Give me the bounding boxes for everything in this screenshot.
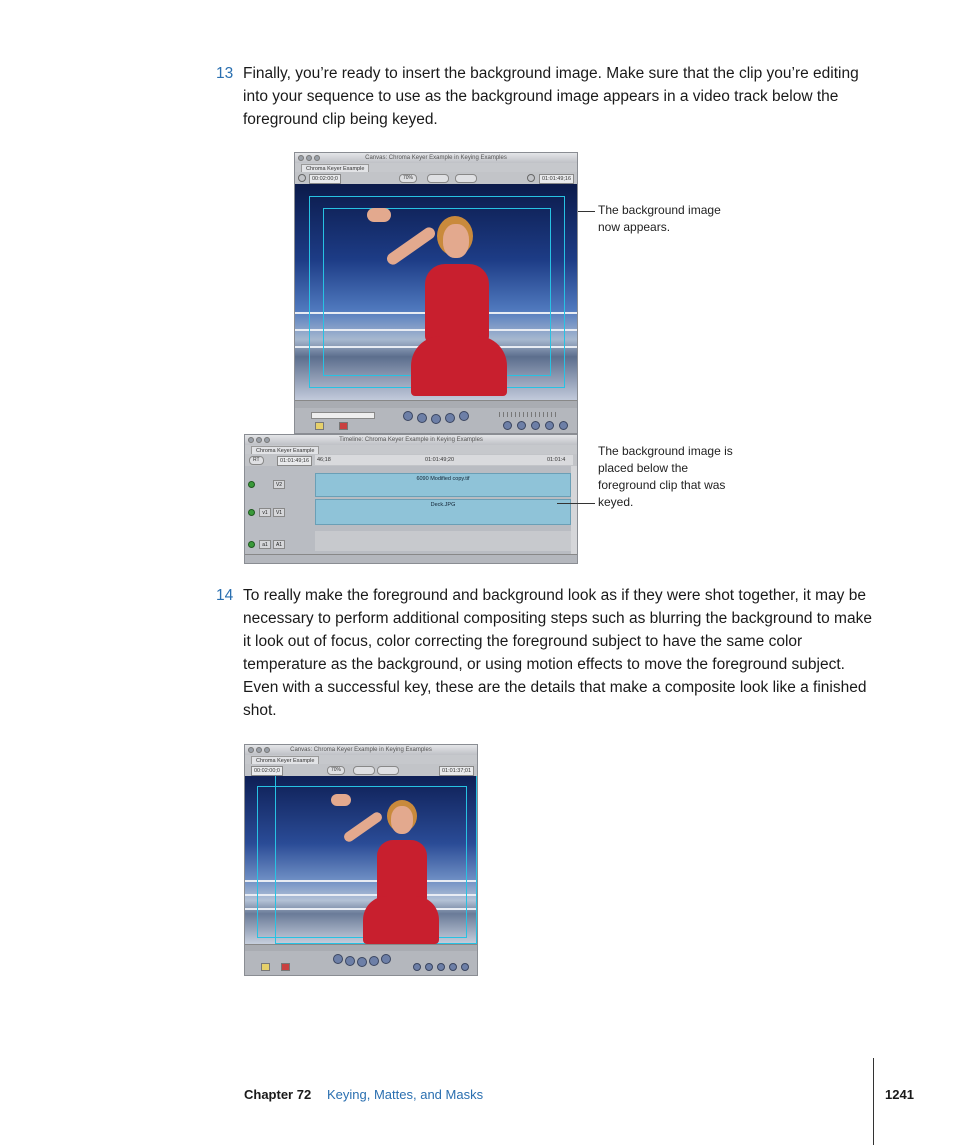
current-timecode[interactable]: 01:01:37;01: [439, 766, 474, 776]
source-track-v1[interactable]: v1: [259, 508, 271, 517]
window-titlebar: [295, 153, 577, 163]
minimize-icon[interactable]: [256, 747, 262, 753]
page-number: 1241: [885, 1087, 914, 1102]
previous-edit-button[interactable]: [345, 956, 355, 966]
close-icon[interactable]: [248, 747, 254, 753]
zoom-icon[interactable]: [314, 155, 320, 161]
zoom-icon[interactable]: [264, 437, 270, 443]
insert-button[interactable]: [261, 963, 270, 971]
previous-edit-button[interactable]: [417, 413, 427, 423]
vertical-scrollbar[interactable]: [571, 466, 577, 554]
tab-sequence[interactable]: Chroma Keyer Example: [301, 164, 369, 173]
callout-background-appears: The background image now appears.: [598, 203, 721, 234]
clip-name: Deck.JPG: [430, 502, 456, 508]
zoom-popup[interactable]: 70%: [327, 766, 345, 775]
duration-timecode[interactable]: 00:02:00;0: [251, 766, 283, 776]
duration-timecode[interactable]: 00:02:00;0: [309, 174, 341, 184]
window-titlebar: [245, 745, 477, 755]
ruler-label: 01:01:49;20: [425, 457, 455, 463]
add-marker-button[interactable]: [449, 963, 457, 971]
rt-popup[interactable]: RT: [249, 456, 264, 465]
overlay-popup[interactable]: [455, 174, 477, 183]
match-frame-button[interactable]: [461, 963, 469, 971]
insert-button[interactable]: [315, 422, 324, 430]
mark-in-button[interactable]: [413, 963, 421, 971]
play-in-out-button[interactable]: [333, 954, 343, 964]
footer-chapter-title: Keying, Mattes, and Masks: [327, 1087, 484, 1102]
play-button[interactable]: [431, 414, 441, 424]
next-edit-button[interactable]: [369, 956, 379, 966]
callout-leader: [557, 503, 595, 504]
window-title: Timeline: Chroma Keyer Example in Keying Examples: [339, 437, 483, 443]
callout-leader: [578, 211, 595, 212]
window-titlebar: [245, 435, 577, 445]
play-in-out-button[interactable]: [403, 411, 413, 421]
window-title: Canvas: Chroma Keyer Example in Keying Examples: [290, 747, 432, 753]
mark-out-button[interactable]: [425, 963, 433, 971]
current-timecode[interactable]: 01:01:49;16: [539, 174, 574, 184]
transport-controls: [295, 408, 577, 433]
mark-out-button[interactable]: [517, 421, 526, 430]
play-around-button[interactable]: [381, 954, 391, 964]
gear-icon[interactable]: [527, 174, 535, 182]
footer-chapter: Chapter 72: [244, 1087, 312, 1102]
canvas-window: [294, 152, 578, 434]
step-text: To really make the foreground and background look as if they were shot together, it may be necessary to perform additional compositing steps such as blurring the background to make it look out of focus, color correcting the foreground subject to have the same color temperature as the background, or using motion effects to move the foreground subject. Even with a successful key, these are the details that make a composite look like a finished shot.: [243, 587, 872, 719]
mark-in-button[interactable]: [503, 421, 512, 430]
shuttle-control[interactable]: [311, 412, 375, 419]
timeline-ruler[interactable]: [315, 455, 573, 465]
track-audio-toggle[interactable]: [248, 541, 255, 548]
minimize-icon[interactable]: [306, 155, 312, 161]
clip-name: 6090 Modified copy.tif: [416, 476, 470, 482]
tab-sequence[interactable]: Chroma Keyer Example: [251, 446, 319, 455]
play-button[interactable]: [357, 957, 367, 967]
zoom-icon[interactable]: [264, 747, 270, 753]
source-track-a1[interactable]: a1: [259, 540, 271, 549]
timeline-bottom-bar[interactable]: [245, 554, 577, 564]
step-number: 14: [216, 587, 234, 604]
close-icon[interactable]: [298, 155, 304, 161]
add-keyframe-button[interactable]: [531, 421, 540, 430]
next-edit-button[interactable]: [445, 413, 455, 423]
overwrite-button[interactable]: [339, 422, 348, 430]
timeline-window: [244, 434, 578, 564]
footer-divider: [873, 1058, 874, 1145]
callout-background-placed: The background image is placed below the foreground clip that was keyed.: [598, 444, 733, 509]
play-around-button[interactable]: [459, 411, 469, 421]
view-popup[interactable]: [353, 766, 375, 775]
canvas-video[interactable]: [245, 776, 477, 944]
jog-control[interactable]: [499, 412, 557, 417]
clip-foreground[interactable]: [315, 473, 571, 497]
track-label-v2[interactable]: V2: [273, 480, 285, 489]
canvas-video[interactable]: [295, 184, 577, 400]
audio-track-area[interactable]: [315, 531, 571, 551]
timeline-timecode[interactable]: 01:01:49;16: [277, 456, 312, 466]
jog-icon[interactable]: [298, 174, 306, 182]
zoom-popup[interactable]: 70%: [399, 174, 417, 183]
track-label-a1[interactable]: A1: [273, 540, 285, 549]
ruler-label: 01:01:4: [547, 457, 566, 463]
overwrite-button[interactable]: [281, 963, 290, 971]
tab-sequence[interactable]: Chroma Keyer Example: [251, 756, 319, 765]
track-visibility-toggle[interactable]: [248, 481, 255, 488]
track-visibility-toggle[interactable]: [248, 509, 255, 516]
close-icon[interactable]: [248, 437, 254, 443]
canvas-window-final: [244, 744, 478, 976]
match-frame-button[interactable]: [559, 421, 568, 430]
keyed-subject: [355, 196, 515, 396]
step-number: 13: [216, 65, 234, 82]
track-label-v1[interactable]: V1: [273, 508, 285, 517]
window-title: Canvas: Chroma Keyer Example in Keying Examples: [365, 155, 507, 161]
ruler-label: 46;18: [317, 457, 331, 463]
overlay-popup[interactable]: [377, 766, 399, 775]
clip-background[interactable]: [315, 499, 571, 525]
step-text: Finally, you’re ready to insert the background image. Make sure that the clip you’re editing into your sequence to use as the background image appears in a video track below the foreground clip being keyed.: [243, 65, 859, 128]
add-keyframe-button[interactable]: [437, 963, 445, 971]
keyed-subject: [329, 788, 449, 944]
view-popup[interactable]: [427, 174, 449, 183]
minimize-icon[interactable]: [256, 437, 262, 443]
transport-controls: [245, 951, 477, 975]
add-marker-button[interactable]: [545, 421, 554, 430]
